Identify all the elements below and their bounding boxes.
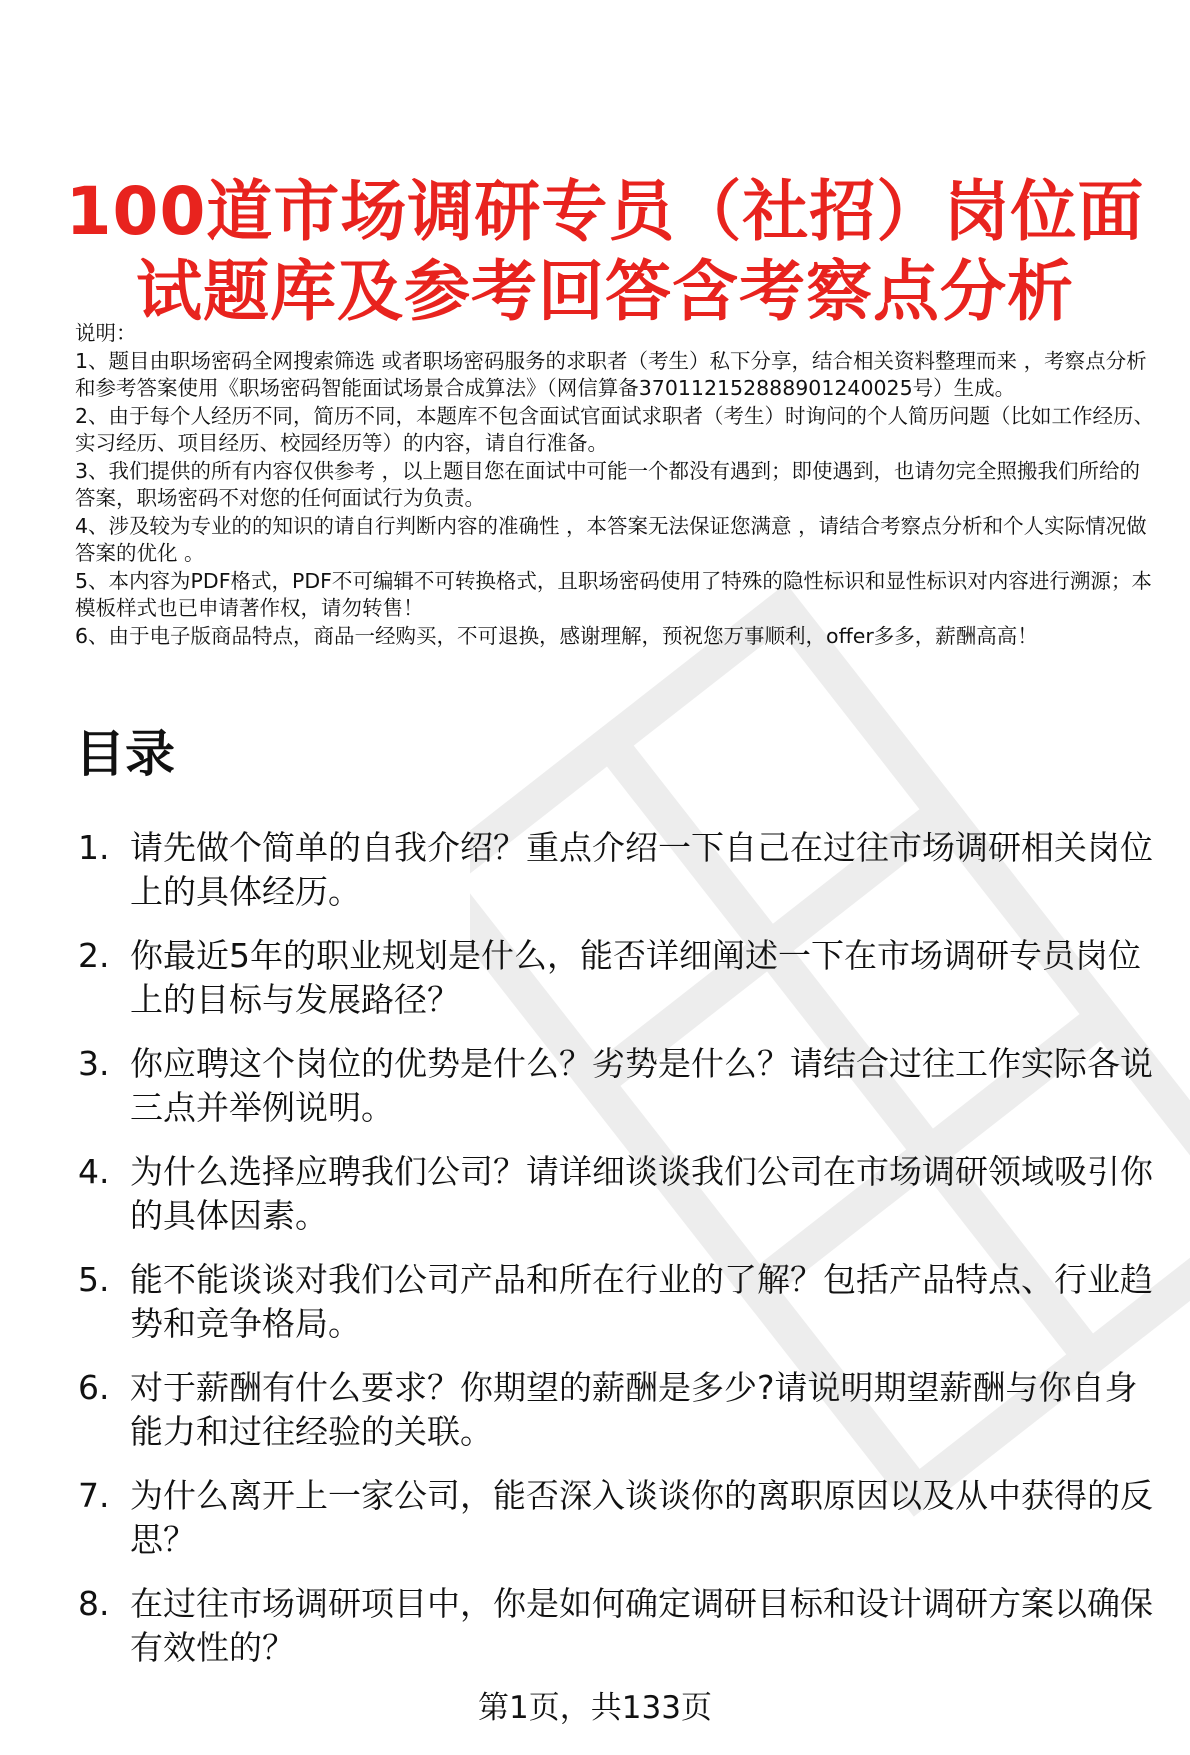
- toc-item[interactable]: [75, 1150, 1165, 1238]
- toc-item[interactable]: [75, 1258, 1165, 1346]
- toc-item-text: 你最近5年的职业规划是什么，能否详细阐述一下在市场调研专员岗位上的目标与发展路径？: [130, 936, 1141, 1019]
- instruction-item: 6、由于电子版商品特点，商品一经购买，不可退换，感谢理解，预祝您万事顺利，offer多多，薪酬高高！: [75, 623, 1038, 648]
- toc-item-number: 8.: [78, 1584, 110, 1623]
- instruction-item: 5、本内容为PDF格式，PDF不可编辑不可转换格式，且职场密码使用了特殊的隐性标识和显性标识对内容进行溯源；本模板样式也已申请著作权，请勿转售！: [75, 568, 1152, 620]
- toc-item-text: 请先做个简单的自我介绍？重点介绍一下自己在过往市场调研相关岗位上的具体经历。: [130, 828, 1153, 911]
- instructions-heading: 说明：: [75, 321, 137, 345]
- toc-item[interactable]: [75, 934, 1165, 1022]
- toc-item-number: 1.: [78, 828, 110, 867]
- instruction-item: 2、由于每个人经历不同，简历不同，本题库不包含面试官面试求职者（考生）时询问的个人简历问题（比如工作经历、实习经历、项目经历、校园经历等）的内容，请自行准备。: [75, 403, 1155, 455]
- toc-item-number: 4.: [78, 1152, 110, 1191]
- toc-item-number: 2.: [78, 936, 110, 975]
- toc-item-number: 5.: [78, 1260, 110, 1299]
- toc-item-text: 在过往市场调研项目中，你是如何确定调研目标和设计调研方案以确保有效性的？: [130, 1584, 1153, 1667]
- toc-item[interactable]: [75, 1582, 1165, 1670]
- toc-item-number: 7.: [78, 1476, 110, 1515]
- toc-item-text: 为什么离开上一家公司，能否深入谈谈你的离职原因以及从中获得的反思？: [130, 1476, 1153, 1559]
- instruction-item: 1、题目由职场密码全网搜索筛选 或者职场密码服务的求职者（考生）私下分享，结合相关资料整理而来 ，考察点分析和参考答案使用《职场密码智能面试场景合成算法》（网信算备370112152888901240025号）生成。: [75, 348, 1147, 400]
- toc-item[interactable]: [75, 1366, 1165, 1454]
- page-number: 第1页，共133页: [478, 1690, 712, 1726]
- toc-item[interactable]: [75, 1042, 1165, 1130]
- instructions-block: [75, 320, 1160, 650]
- toc-item[interactable]: [75, 1474, 1165, 1562]
- toc-item-text: 对于薪酬有什么要求？你期望的薪酬是多少?请说明期望薪酬与你自身能力和过往经验的关联。: [130, 1368, 1138, 1451]
- toc-heading: 目录: [75, 725, 175, 783]
- document-title: 100道市场调研专员（社招）岗位面试题库及参考回答含考察点分析: [65, 173, 1145, 331]
- instruction-item: 4、涉及较为专业的的知识的请自行判断内容的准确性 ，本答案无法保证您满意 ，请结合考察点分析和个人实际情况做答案的优化 。: [75, 513, 1147, 565]
- toc-item-text: 为什么选择应聘我们公司？请详细谈谈我们公司在市场调研领域吸引你的具体因素。: [130, 1152, 1153, 1235]
- toc-item-text: 能不能谈谈对我们公司产品和所在行业的了解？包括产品特点、行业趋势和竞争格局。: [130, 1260, 1153, 1343]
- toc-item-number: 6.: [78, 1368, 110, 1407]
- toc-item[interactable]: [75, 826, 1165, 914]
- table-of-contents: [75, 826, 1165, 1690]
- instruction-item: 3、我们提供的所有内容仅供参考 ，以上题目您在面试中可能一个都没有遇到；即使遇到，也请勿完全照搬我们所给的答案，职场密码不对您的任何面试行为负责。: [75, 458, 1141, 510]
- toc-item-number: 3.: [78, 1044, 110, 1083]
- toc-item-text: 你应聘这个岗位的优势是什么？劣势是什么？请结合过往工作实际各说三点并举例说明。: [130, 1044, 1153, 1127]
